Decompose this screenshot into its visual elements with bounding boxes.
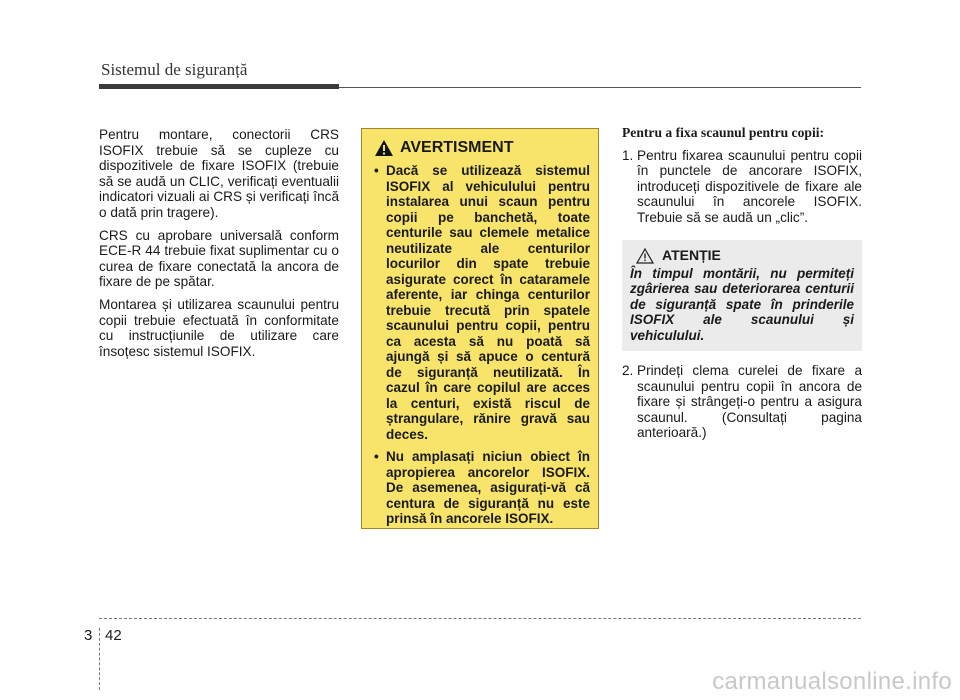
procedure-step: [622, 148, 862, 226]
paragraph: Pentru montare, conectorii CRS ISOFIX trebuie să se cupleze cu dispozitivele de fixare ISOFIX (trebuie să se audă un CLIC, verificați eventualii indicatori vizuali ai CRS și verificați încă o dată prin tragere).: [99, 127, 339, 220]
bullet: •: [374, 163, 379, 178]
procedure-heading: Pentru a fixa scaunul pentru copii:: [622, 125, 825, 140]
step-text: Pentru fixarea scaunului pentru copii în punctele de ancorare ISOFIX, introduceți dispozitivele de fixare ale scaunului în ancorele ISOFIX. Trebuie să se audă un „clic”.: [637, 147, 862, 225]
header-bar: [99, 84, 339, 89]
step-number: 2.: [622, 363, 634, 379]
step-text: Prindeți clema curelei de fixare a scaunului pentru copii în ancora de fixare și strângeți-o pentru a asigura scaunul. (Consultați pagina anterioară.): [637, 363, 862, 441]
right-column: [622, 125, 862, 447]
caution-icon: [636, 248, 654, 264]
footer-rule: [99, 618, 861, 619]
page-number: 42: [105, 627, 122, 644]
warning-item: • Nu amplasați niciun obiect în apropierea ancorelor ISOFIX. De asemenea, asigurați-vă că centura de siguranță nu este prinsă în ancorele ISOFIX.: [374, 449, 590, 526]
caution-text: În timpul montării, nu permiteți zgârierea sau deteriorarea centurii de siguranță spate în prinderile ISOFIX ale scaunului și vehiculului.: [630, 265, 854, 343]
header-rule: [339, 87, 861, 88]
chapter-number: 3: [84, 627, 93, 644]
procedure-step: [622, 363, 862, 441]
warning-title: AVERTISMENT: [400, 139, 514, 156]
footer-divider: [99, 628, 100, 690]
caution-box: [622, 240, 862, 352]
bullet: •: [374, 449, 379, 464]
warning-box: [361, 128, 599, 529]
step-number: 1.: [622, 147, 634, 163]
section-title: Sistemul de siguranță: [101, 60, 248, 79]
caution-header: [630, 248, 854, 264]
paragraph: Montarea și utilizarea scaunului pentru copii trebuie efectuată în conformitate cu instrucțiunile de utilizare care însoțesc sistemul ISOFIX.: [99, 296, 339, 359]
left-column: [99, 127, 339, 366]
paragraph: CRS cu aprobare universală conform ECE-R 44 trebuie fixat suplimentar cu o curea de fixare conectată la ancora de fixare de pe spătar.: [99, 227, 339, 290]
warning-item: • Dacă se utilizează sistemul ISOFIX al vehiculului pentru instalarea unui scaun pentru copii pe banchetă, toate centurile sau clemele metalice neutilizate ale centurilor locurilor din spate trebuie asigurate corect în cataramele aferente, iar chinga centurilor trebuie trecută prin spatele scaunului pentru copii, pentru ca acesta să nu poată să ajungă și să apuce o centură de siguranță neutilizată. În cazul în care copilul are acces la centuri, există riscul de ștrangulare, rănire gravă sau deces.: [374, 163, 590, 442]
warning-header: [374, 139, 590, 157]
warning-icon: [374, 139, 394, 157]
caution-title: ATENȚIE: [662, 246, 721, 263]
warning-list: [374, 163, 590, 527]
watermark: carmanualsonline.info: [712, 668, 952, 695]
